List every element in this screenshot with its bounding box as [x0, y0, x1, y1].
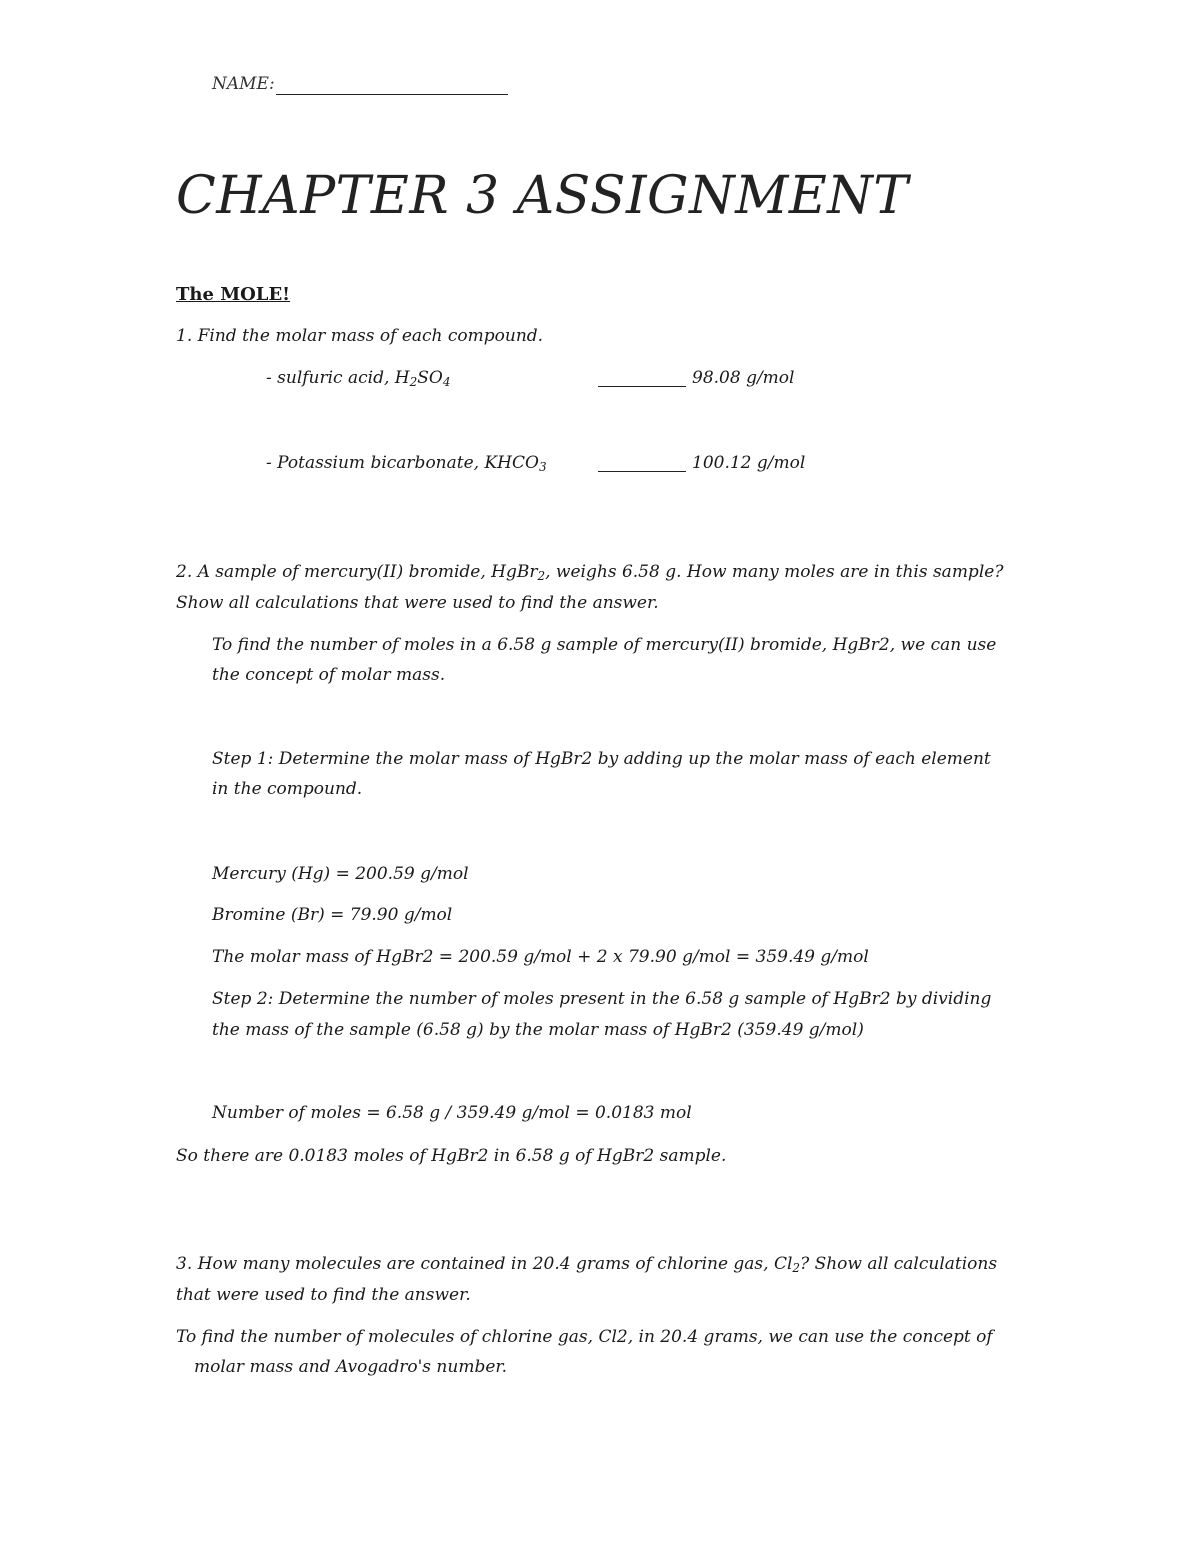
- q3-prompt-line-1: 3. How many molecules are contained in 20.4 grams of chlorine gas, $Cl_2$? Show all calculations: [176, 1254, 998, 1275]
- q2-moles: Number of moles = 6.58 g / 359.49 g/mol = 0.0183 mol: [212, 1103, 692, 1123]
- q3-prompt-line-2: that were used to find the answer.: [176, 1285, 471, 1305]
- page-title: CHAPTER 3 ASSIGNMENT: [176, 166, 909, 226]
- q2-step2-line-1: Step 2: Determine the number of moles present in the 6.58 g sample of HgBr2 by dividing: [212, 989, 992, 1009]
- q2-molar-mass: The molar mass of HgBr2 = 200.59 g/mol + 2 x 79.90 g/mol = 359.49 g/mol: [212, 947, 869, 967]
- q2-prompt-line-1: 2. A sample of mercury(II) bromide, HgBr$_2$, weighs 6.58 g. How many moles are in this sample?: [176, 562, 1004, 583]
- q3-answer-line-2: molar mass and Avogadro's number.: [194, 1357, 508, 1377]
- q1-prompt: 1. Find the molar mass of each compound.: [176, 326, 544, 346]
- q2-prompt-line-2: Show all calculations that were used to find the answer.: [176, 593, 659, 613]
- q2-bromine-mass: Bromine (Br) = 79.90 g/mol: [212, 905, 453, 925]
- name-field-line[interactable]: [276, 94, 508, 95]
- q2-answer-intro-1: To find the number of moles in a 6.58 g sample of mercury(II) bromide, HgBr2, we can use: [212, 635, 997, 655]
- q1-item-1-answer: 98.08 g/mol: [692, 368, 795, 388]
- q2-answer-intro-2: the concept of molar mass.: [212, 665, 446, 685]
- q1-item-2-answer-line[interactable]: [598, 471, 686, 472]
- q1-item-1-answer-line[interactable]: [598, 386, 686, 387]
- q2-step2-line-2: the mass of the sample (6.58 g) by the molar mass of HgBr2 (359.49 g/mol): [212, 1020, 864, 1040]
- q1-item-2-label: - Potassium bicarbonate, $KHCO_3$: [266, 453, 547, 474]
- q2-conclusion: So there are 0.0183 moles of HgBr2 in 6.58 g of HgBr2 sample.: [176, 1146, 727, 1166]
- section-title: The MOLE!: [176, 284, 291, 305]
- q1-item-1-label: - sulfuric acid, $H_2SO_4$: [266, 368, 451, 389]
- q1-item-2-answer: 100.12 g/mol: [692, 453, 806, 473]
- q3-answer-line-1: To find the number of molecules of chlorine gas, Cl2, in 20.4 grams, we can use the concept of: [176, 1327, 993, 1347]
- name-label: NAME:: [212, 74, 275, 94]
- q2-step1-line-1: Step 1: Determine the molar mass of HgBr2 by adding up the molar mass of each element: [212, 749, 991, 769]
- q2-step1-line-2: in the compound.: [212, 779, 363, 799]
- q2-mercury-mass: Mercury (Hg) = 200.59 g/mol: [212, 864, 469, 884]
